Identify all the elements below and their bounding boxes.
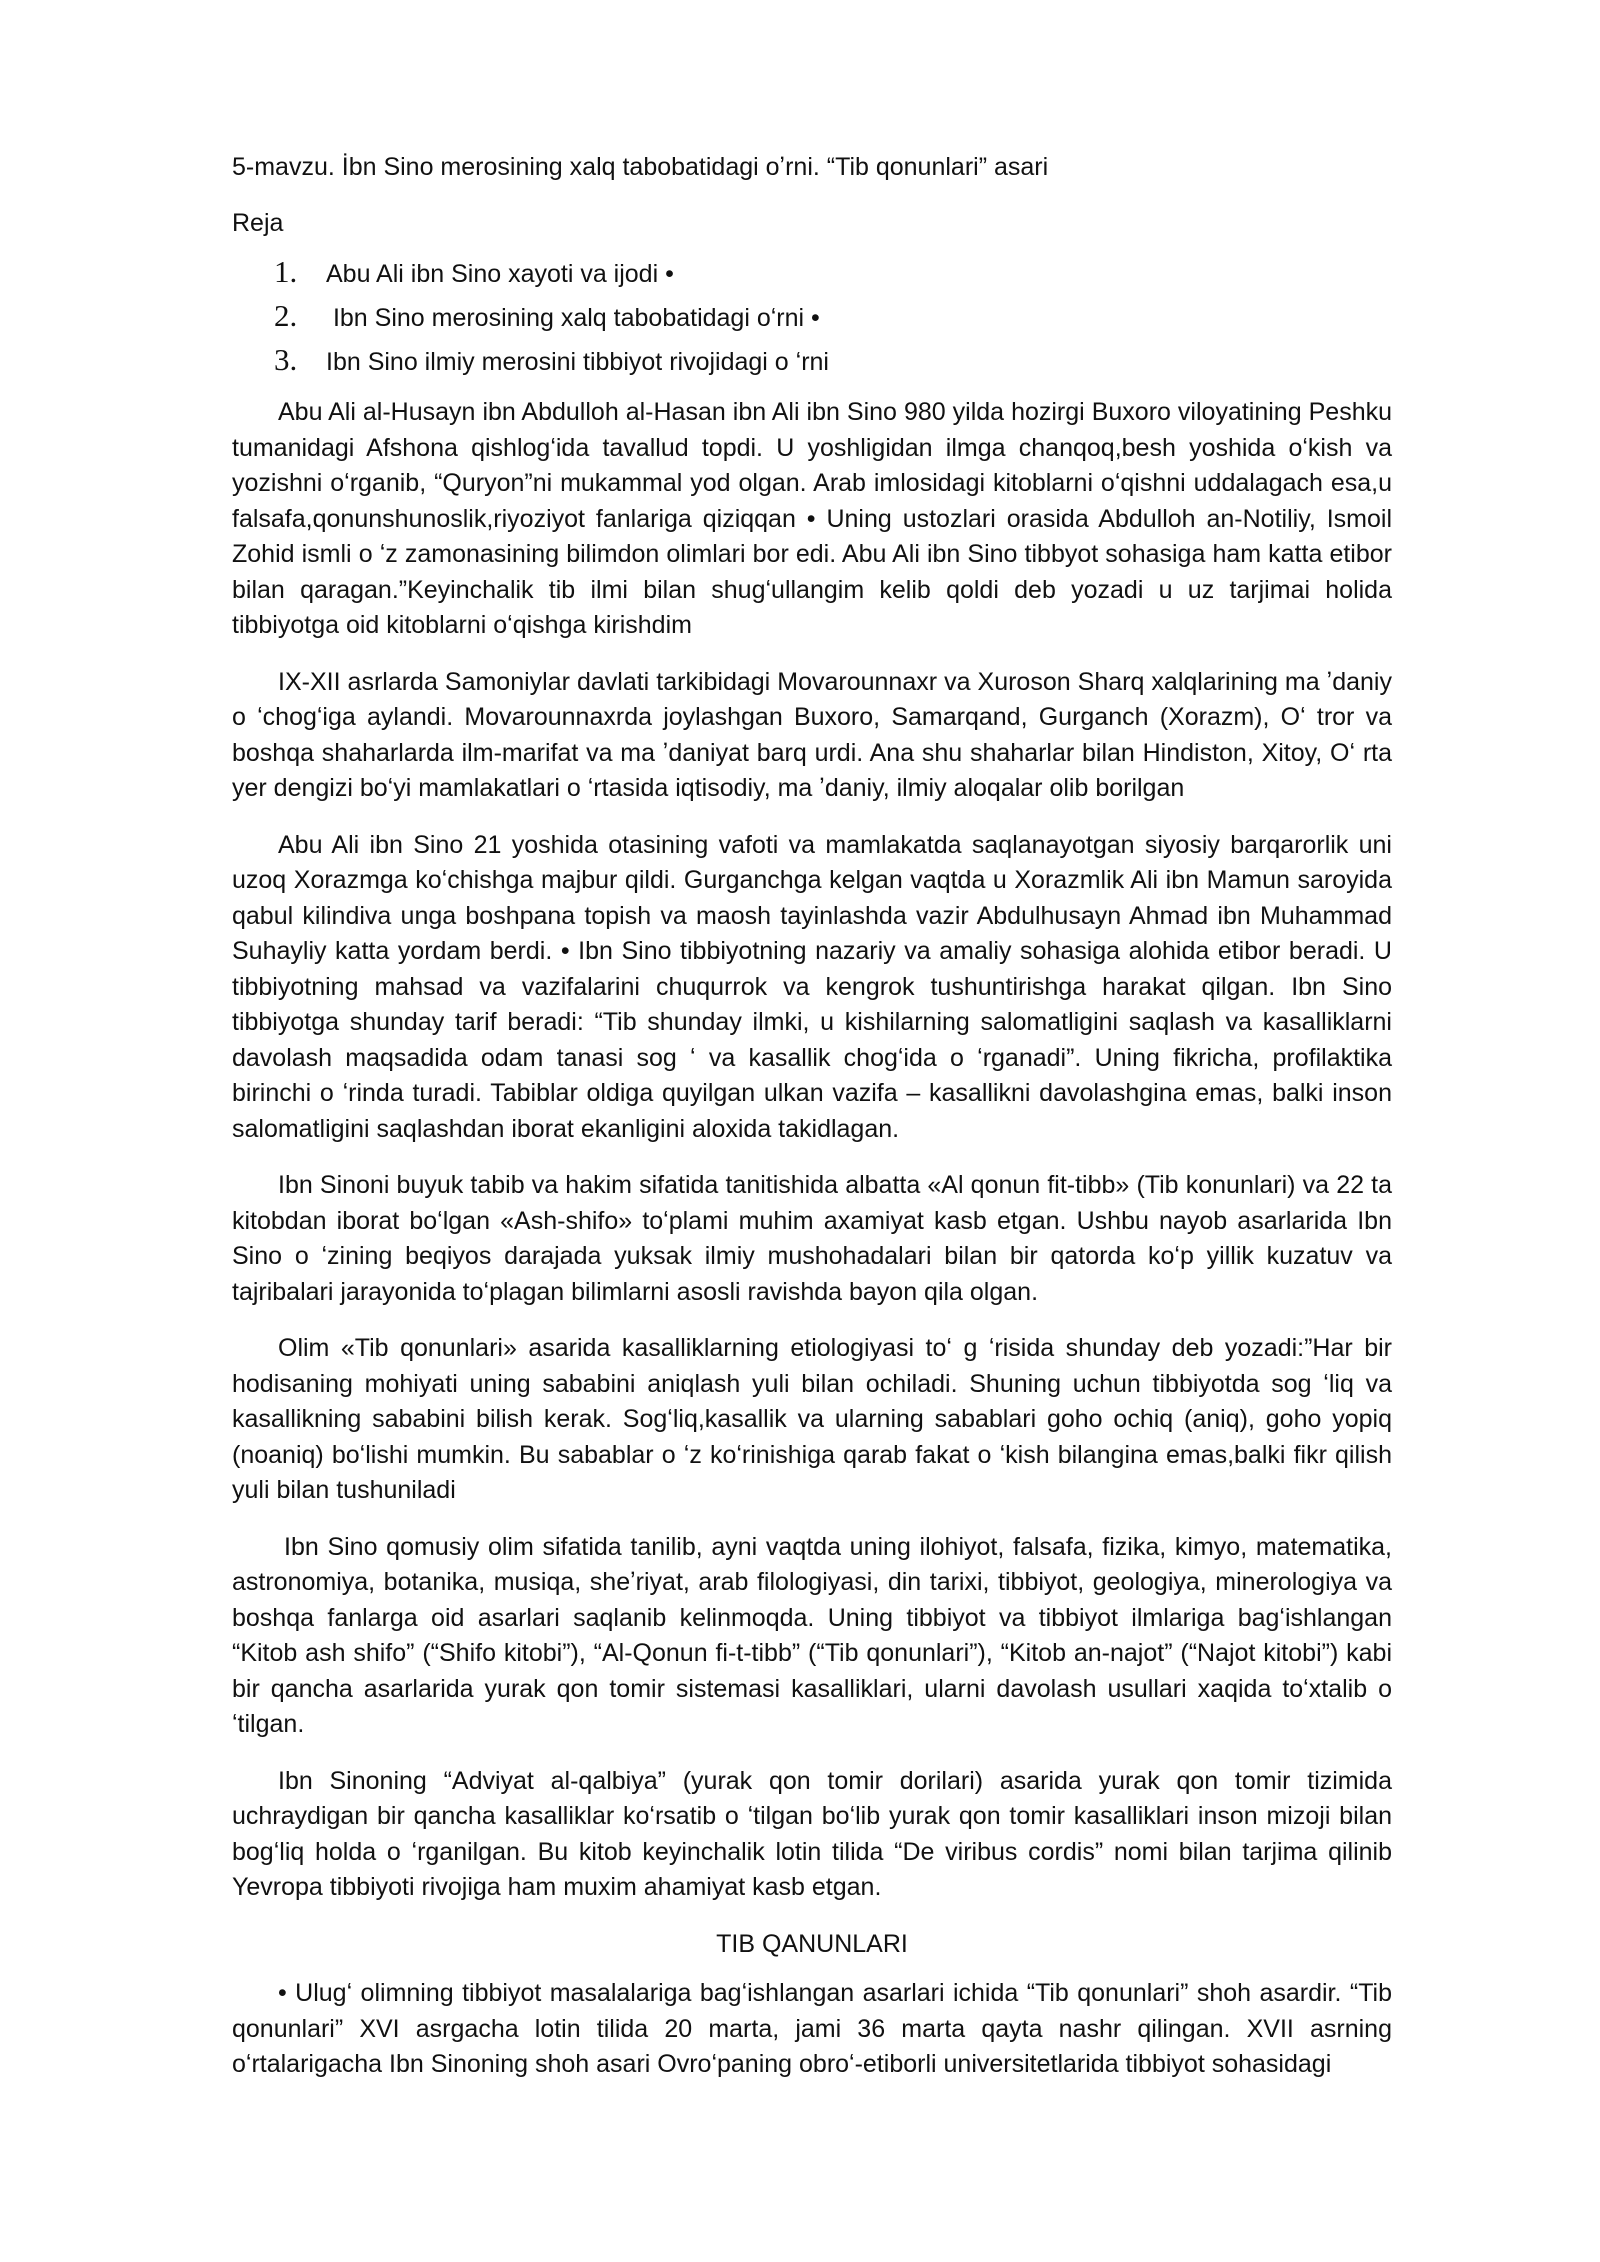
plan-item (274, 251, 1392, 295)
plan-item-number: 2. (274, 298, 298, 333)
plan-item (274, 295, 1392, 339)
body-paragraph: Abu Ali al-Husayn ibn Abdulloh al-Hasan ibn Ali ibn Sino 980 yilda hozirgi Buxoro viloyatining Peshku tumanidagi Afshona qishlogʻida tavallud topdi. U yoshligidan ilmga chanqoq,besh yoshida oʻkish va yozishni oʻrganib, “Quryon”ni mukammal yod olgan. Arab imlosidagi kitoblarni oʻqishni uddalagach esa,u falsafa,qonunshunoslik,riyoziyot fanlariga qiziqqan • Uning ustozlari orasida Abdulloh an-Notiliy, Ismoil Zohid ismli o ʻz zamonasining bilimdon olimlari bor edi. Abu Ali ibn Sino tibbyot sohasiga ham katta etibor bilan qaragan.”Keyinchalik tib ilmi bilan shugʻullangim kelib qoldi deb yozadi u uz tarjimai holida tibbiyotga oid kitoblarni oʻqishga kirishdim (232, 398, 1392, 639)
plan-item-text: Ibn Sino ilmiy merosini tibbiyot rivojidagi o ʻrni (326, 348, 829, 376)
body-paragraph: Olim «Tib qonunlari» asarida kasalliklarning etiologiyasi toʻ g ʻrisida shunday deb yozadi:”Har bir hodisaning mohiyati uning sababini aniqlash yuli bilan ochiladi. Shuning uchun tibbiyotda sog ʻliq va kasallikning sababini bilish kerak. Sogʻliq,kasallik va ularning sabablari goho ochiq (aniq), goho yopiq (noaniq) boʻlishi mumkin. Bu sabablar o ʻz koʻrinishiga qarab fakat o ʻkish bilangina emas,balki fikr qilish yuli bilan tushuniladi (232, 1334, 1392, 1504)
body-paragraph: Ibn Sinoni buyuk tabib va hakim sifatida tanitishida albatta «Al qonun fit-tibb» (Tib konunlari) va 22 ta kitobdan iborat boʻlgan «Ash-shifo» toʻplami muhim axamiyat kasb etgan. Ushbu nayob asarlarida Ibn Sino o ʻzining beqiyos darajada yuksak ilmiy mushohadalari bilan bir qatorda koʻp yillik kuzatuv va tajribalari jarayonida toʻplagan bilimlarni asosli ravishda bayon qila olgan. (232, 1171, 1392, 1306)
plan-heading: Reja (232, 208, 284, 237)
body-paragraph: IX-XII asrlarda Samoniylar davlati tarkibidagi Movarounnaxr va Xuroson Sharq xalqlarining ma ʼdaniy o ʻchogʻiga aylandi. Movarounnaxrda joylashgan Buxoro, Samarqand, Gurganch (Xorazm), Oʻ tror va boshqa shaharlarda ilm-marifat va ma ʼdaniyat barq urdi. Ana shu shaharlar bilan Hindiston, Xitoy, Oʻ rta yer dengizi boʻyi mamlakatlari o ʻrtasida iqtisodiy, ma ʼdaniy, ilmiy aloqalar olib borilgan (232, 667, 1392, 802)
plan-item-text: Abu Ali ibn Sino xayoti va ijodi • (326, 260, 674, 288)
body-paragraph: Abu Ali ibn Sino 21 yoshida otasining vafoti va mamlakatda saqlanayotgan siyosiy barqarorlik uni uzoq Xorazmga koʻchishga majbur qildi. Gurganchga kelgan vaqtda u Xorazmlik Ali ibn Mamun saroyida qabul kilindiva unga boshpana topish va maosh tayinlashda vazir Abdulhusayn Ahmad ibn Muhammad Suhayliy katta yordam berdi. • Ibn Sino tibbiyotning nazariy va amaliy sohasiga alohida etibor beradi. U tibbiyotning mahsad va vazifalarini chuqurrok va kengrok tushuntirishga harakat qilgan. Ibn Sino tibbiyotga shunday tarif beradi: “Tib shunday ilmki, u kishilarning salomatligini saqlash va kasalliklarni davolash maqsadida odam tanasi sog ʻ va kasallik chogʻida o ʻrganadi”. Uning fikricha, profilaktika birinchi o ʻrinda turadi. Tabiblar oldiga quyilgan ulkan vazifa – kasallikni davolashgina emas, balki inson salomatligini saqlashdan iborat ekanligini aloxida takidlagan. (232, 830, 1392, 1143)
plan-item-text: Ibn Sino merosining xalq tabobatidagi oʻrni • (326, 304, 820, 332)
plan-item-number: 3. (274, 342, 298, 377)
plan-item-number: 1. (274, 254, 298, 289)
document-page (232, 150, 1392, 2104)
body-paragraph: Ibn Sino qomusiy olim sifatida tanilib, ayni vaqtda uning ilohiyot, falsafa, fizika, kimyo, matematika, astronomiya, botanika, musiqa, sheʼriyat, arab filologiyasi, din tarixi, tibbiyot, geologiya, minerologiya va boshqa fanlarga oid asarlari saqlanib kelinmoqda. Uning tibbiyot va tibbiyot ilmlariga bagʻishlangan “Kitob ash shifo” (“Shifo kitobi”), “Al-Qonun fi-t-tibb” (“Tib qonunlari”), “Kitob an-najot” (“Najot kitobi”) kabi bir qancha asarlarida yurak qon tomir sistemasi kasalliklari, ularni davolash usullari xaqida toʻxtalib o ʻtilgan. (232, 1532, 1392, 1738)
body-paragraph-last: • Ulugʻ olimning tibbiyot masalalariga bagʻishlangan asarlari ichida “Tib qonunlari” shoh asardir. “Tib qonunlari” XVI asrgacha lotin tilida 20 marta, jami 36 marta qayta nashr qilingan. XVII asrning oʻrtalarigacha Ibn Sinoning shoh asari Ovroʻpaning obroʻ-etiborli universitetlarida tibbiyot sohasidagi (232, 1979, 1392, 2078)
plan-item (274, 339, 1392, 383)
body-paragraph: Ibn Sinoning “Adviyat al-qalbiya” (yurak qon tomir dorilari) asarida yurak qon tomir tizimida uchraydigan bir qancha kasalliklar koʻrsatib o ʻtilgan boʻlib yurak qon tomir kasalliklari inson mizoji bilan bogʻliq holda o ʻrganilgan. Bu kitob keyinchalik lotin tilida “De viribus cordis” nomi bilan tarjima qilinib Yevropa tibbiyoti rivojiga ham muxim ahamiyat kasb etgan. (232, 1766, 1392, 1901)
document-title: 5-mavzu. İbn Sino merosining xalq tabobatidagi oʼrni. “Tib qonunlari” asari (232, 153, 1049, 181)
section-heading: TIB QANUNLARI (716, 1929, 908, 1958)
plan-list (232, 251, 1392, 383)
